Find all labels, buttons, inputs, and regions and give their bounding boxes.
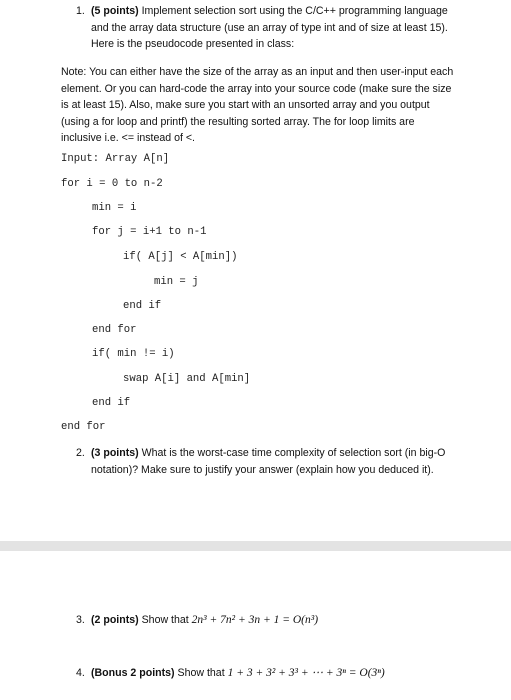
page-divider bbox=[0, 541, 511, 551]
q2-text: What is the worst-case time complexity of selection sort (in big-O notation)? Make sure to justify your answer (explain how you deduced it). bbox=[91, 447, 446, 476]
q2-number: 2. bbox=[76, 447, 85, 459]
q2-body bbox=[91, 445, 463, 478]
q4-math: 1 + 3 + 3² + 3³ + ⋯ + 3ⁿ = O(3ⁿ) bbox=[227, 667, 385, 679]
q3-number: 3. bbox=[76, 614, 85, 626]
q3-math: 2n³ + 7n² + 3n + 1 = O(n³) bbox=[191, 614, 319, 626]
pseudocode-line-6: min = j bbox=[154, 276, 199, 288]
pseudocode-line-5: if( A[j] < A[min]) bbox=[123, 251, 238, 263]
q1-text: Implement selection sort using the C/C++ programming language and the array data structure (use an array of type int and of size at least 15). Here is the pseudocode presented in class: bbox=[91, 5, 448, 50]
pseudocode-line-12: end for bbox=[61, 421, 106, 433]
note-paragraph: Note: You can either have the size of the array as an input and then user-input each element. Or you can hard-code the array into your source code (make sure the size is at least 15). Also, make sure you start with an unsorted array and you output (using a for loop and printf) the resulting sorted array. The for loop limits are inclusive i.e. <= instead of <. bbox=[61, 66, 454, 144]
q1-number: 1. bbox=[76, 5, 85, 17]
q3-points: (2 points) bbox=[91, 614, 139, 626]
pseudocode-line-9: if( min != i) bbox=[92, 348, 175, 360]
q1-body bbox=[91, 3, 463, 53]
pseudocode-line-8: end for bbox=[92, 324, 137, 336]
pseudocode-line-2: for i = 0 to n-2 bbox=[61, 178, 163, 190]
pseudocode-line-4: for j = i+1 to n-1 bbox=[92, 226, 207, 238]
q2-points: (3 points) bbox=[91, 447, 139, 459]
pseudocode-line-3: min = i bbox=[92, 202, 137, 214]
pseudocode-line-1: Input: Array A[n] bbox=[61, 153, 170, 165]
q3-text: Show that bbox=[138, 614, 192, 626]
q4-points: (Bonus 2 points) bbox=[91, 667, 175, 679]
q1-points: (5 points) bbox=[91, 5, 139, 17]
pseudocode-line-11: end if bbox=[92, 397, 131, 409]
pseudocode-line-7: end if bbox=[123, 300, 162, 312]
q4-text: Show that bbox=[174, 667, 228, 679]
q4-number: 4. bbox=[76, 667, 85, 679]
pseudocode-line-10: swap A[i] and A[min] bbox=[123, 373, 251, 385]
q4-body bbox=[91, 665, 491, 682]
q3-body bbox=[91, 612, 471, 629]
